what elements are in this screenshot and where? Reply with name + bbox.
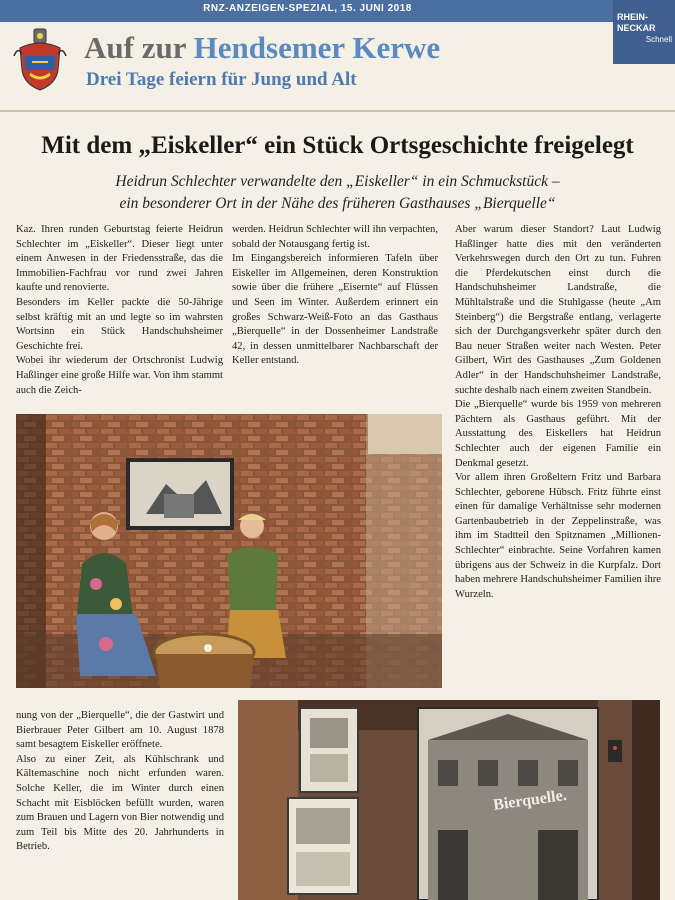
section-title-part1: Auf zur <box>84 30 194 65</box>
paragraph: Also zu einer Zeit, als Kühlschrank und Kältemaschine noch nicht erfunden waren. Solche Keller, die im Winter durch einen Schacht mit Eisblöcken befüllt wurden, waren zum Brauen und Lagern von Bier notwendig und zum Teil bis Mitte des 20. Jahrhunderts in Betrieb. <box>16 753 225 853</box>
coat-of-arms-icon <box>12 26 68 94</box>
issue-line: RNZ-ANZEIGEN-SPEZIAL, 15. JUNI 2018 <box>203 3 412 14</box>
paragraph: Die „Bierquelle“ wurde bis 1959 von mehreren Pächtern als Gasthaus geführt. Mit der Ausstattung des Eiskellers hat Heidrun Schlechter auch der eigenen Familie ein Denkmal gesetzt. <box>455 399 661 469</box>
divider <box>0 110 675 112</box>
publisher-brand <box>613 0 675 64</box>
paragraph: Wobei ihr wiederum der Ortschronist Ludwig Haßlinger eine große Hilfe war. Von ihm stammt auch die Zeich- <box>16 355 223 396</box>
info-boards-photo <box>238 700 660 900</box>
paragraph: Im Eingangsbereich informieren Tafeln über Eiskeller im Allgemeinen, deren Konstruktion sowie über die frühere „Eisernte“ auf Flüssen und Seen im Winter. Außerdem erinnert ein großes Schwarz-Weiß-Foto an das Gasthaus „Bierquelle“ in der Dossenheimer Landstraße 42, in dessen unmittelbarer Nachbarschaft der Keller entstand. <box>232 253 438 367</box>
article-column-1 <box>16 223 223 398</box>
article-column-3 <box>455 223 661 602</box>
paragraph: Vor allem ihren Großeltern Fritz und Barbara Schlechter, geborene Hübsch. Fritz führte einst einen für damalige Verhältnisse sehr modernen Gartenbaubetrieb in der Zeppelinstraße, was ihm im Stadtteil den Spitznamen „Millionen-Schlechter“ einbrachte. Seine Vorfahren kamen übrigens aus der Schweiz in die Kurpfalz. Dort haben mehrere Handschuhsheimer Familien ihre Wurzeln. <box>455 472 661 600</box>
subhead-line-2: ein besonderer Ort in der Nähe des früheren Gasthauses „Bierquelle“ <box>119 195 556 212</box>
paragraph: Aber warum dieser Standort? Laut Ludwig Haßlinger hatte dies mit den veränderten Verkehrswegen durch den Ort zu tun. Fuhren die Pferdekutschen einst durch die Handschuhsheimer Landstraße, die Mühltalstraße und die Stuhlgasse (heute „Am Steinberg“) die Bergstraße entlang, verlagerte sich der Durchgangsverkehr später durch den Bau neuer Straßen weiter nach Westen. Peter Gilbert, Wirt des Gasthauses „Zum Goldenen Adler“ in der Handschuhsheimer Landstraße, suchte deshalb nach einem zweiten Standbein. <box>455 224 661 396</box>
article-column-4 <box>16 709 224 855</box>
section-subtitle: Drei Tage feiern für Jung und Alt <box>86 69 357 90</box>
article-subhead <box>20 171 655 215</box>
paragraph: Kaz. Ihren runden Geburtstag feierte Heidrun Schlechter im „Eiskeller“. Dieser liegt unter einem Anwesen in der Friedensstraße, das die Immobilien-Fachfrau vor rund zwei Jahren kaufte und renovierte. <box>16 224 223 294</box>
paragraph: werden. Heidrun Schlechter will ihn verpachten, sobald der Notausgang fertig ist. <box>232 224 438 250</box>
section-title-part2: Hendsemer Kerwe <box>193 30 441 65</box>
bierquelle-sign: Bierquelle. <box>492 786 568 814</box>
cellar-photo <box>16 414 442 688</box>
subhead-line-1: Heidrun Schlechter verwandelte den „Eiskeller“ in ein Schmuckstück – <box>115 173 560 190</box>
paragraph: Besonders im Keller packte die 50-Jährige selbst kräftig mit an und legte so im wahrsten Wortsinn ein Stück Handschuhsheimer Geschichte frei. <box>16 296 223 352</box>
paragraph: nung von der „Bierquelle“, die der Gastwirt und Bierbrauer Peter Gilbert am 10. August 1878 samt besagtem Eiskeller eröffnete. <box>16 710 224 751</box>
article-column-2 <box>232 223 438 369</box>
brand-name: RHEIN-NECKAR <box>617 12 656 33</box>
brand-tagline: Schnell <box>645 35 672 44</box>
top-banner <box>0 0 675 22</box>
section-title <box>84 30 440 66</box>
article-headline: Mit dem „Eiskeller“ ein Stück Ortsgeschichte freigelegt <box>41 132 634 159</box>
